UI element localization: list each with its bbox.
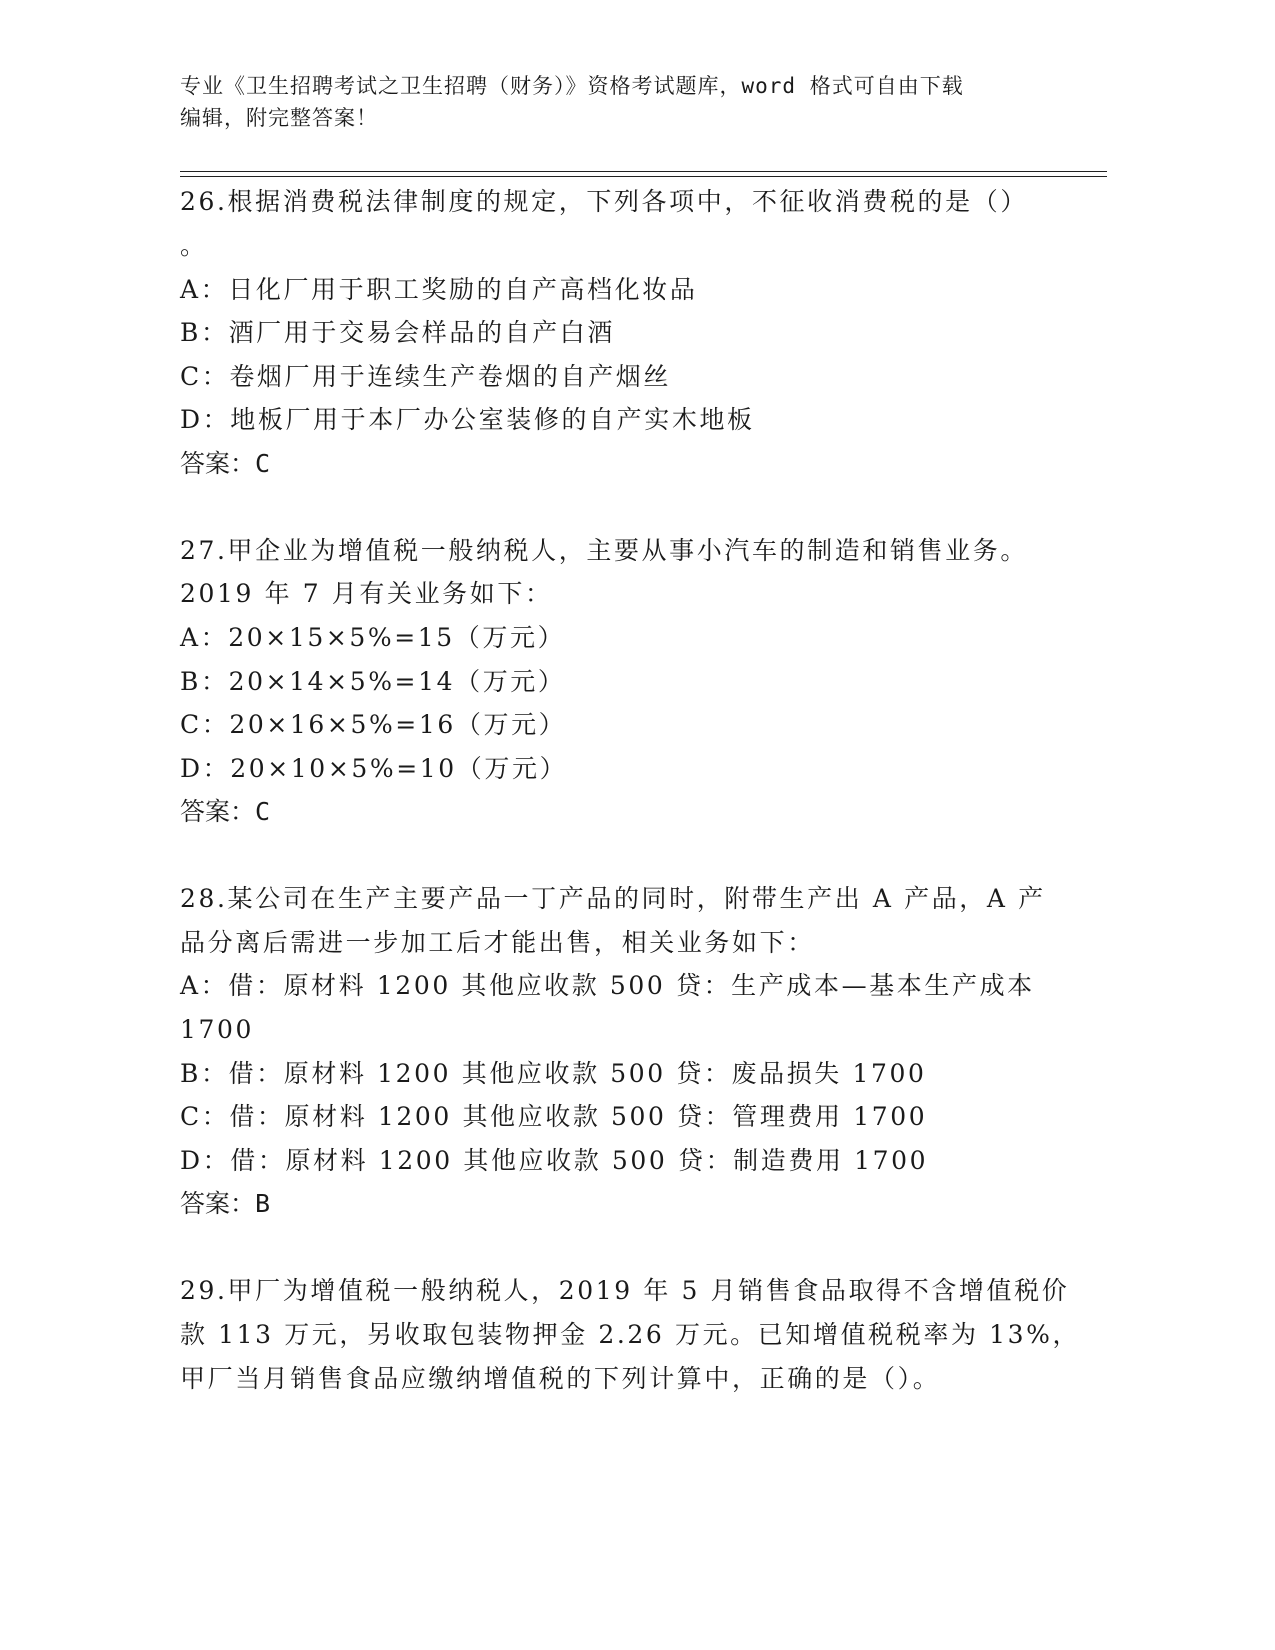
header-divider-bottom bbox=[180, 176, 1107, 177]
option-b: B：20×14×5%=14（万元） bbox=[180, 667, 566, 696]
question-stem-line: 27.甲企业为增值税一般纳税人，主要从事小汽车的制造和销售业务。 bbox=[180, 536, 1028, 565]
question-stem-line: 甲厂当月销售食品应缴纳增值税的下列计算中，正确的是（）。 bbox=[180, 1364, 941, 1393]
question-stem-line: 款 113 万元，另收取包装物押金 2.26 万元。已知增值税税率为 13%， bbox=[180, 1320, 1081, 1349]
option-b: B：酒厂用于交易会样品的自产白酒 bbox=[180, 318, 615, 347]
header-divider-top bbox=[180, 171, 1107, 172]
option-d: D：地板厂用于本厂办公室装修的自产实木地板 bbox=[180, 405, 755, 434]
answer-line: 答案：C bbox=[180, 449, 271, 478]
option-a: A：借：原材料 1200 其他应收款 500 贷：生产成本—基本生产成本 bbox=[180, 971, 1035, 1000]
question-stem-line: 29.甲厂为增值税一般纳税人，2019 年 5 月销售食品取得不含增值税价 bbox=[180, 1276, 1070, 1305]
question-stem-line: 。 bbox=[180, 231, 208, 260]
question-stem-line: 2019 年 7 月有关业务如下： bbox=[180, 579, 553, 608]
option-c: C：20×16×5%=16（万元） bbox=[180, 710, 567, 739]
option-a-continued: 1700 bbox=[180, 1015, 255, 1044]
option-a: A：日化厂用于职工奖励的自产高档化妆品 bbox=[180, 275, 698, 304]
question-stem-line: 26.根据消费税法律制度的规定，下列各项中，不征收消费税的是（） bbox=[180, 187, 1028, 216]
answer-line: 答案：C bbox=[180, 797, 271, 826]
question-stem-line: 品分离后需进一步加工后才能出售，相关业务如下： bbox=[180, 928, 815, 957]
option-a: A：20×15×5%=15（万元） bbox=[180, 623, 566, 652]
document-header: 专业《卫生招聘考试之卫生招聘（财务）》资格考试题库，word 格式可自由下载 编辑，附完整答案！ bbox=[180, 74, 964, 130]
question-stem-line: 28.某公司在生产主要产品一丁产品的同时，附带生产出 A 产品，A 产 bbox=[180, 884, 1046, 913]
option-b: B：借：原材料 1200 其他应收款 500 贷：废品损失 1700 bbox=[180, 1059, 927, 1088]
option-d: D：20×10×5%=10（万元） bbox=[180, 754, 568, 783]
option-d: D：借：原材料 1200 其他应收款 500 贷：制造费用 1700 bbox=[180, 1146, 929, 1175]
answer-line: 答案：B bbox=[180, 1189, 271, 1218]
option-c: C：借：原材料 1200 其他应收款 500 贷：管理费用 1700 bbox=[180, 1102, 928, 1131]
option-c: C：卷烟厂用于连续生产卷烟的自产烟丝 bbox=[180, 362, 671, 391]
